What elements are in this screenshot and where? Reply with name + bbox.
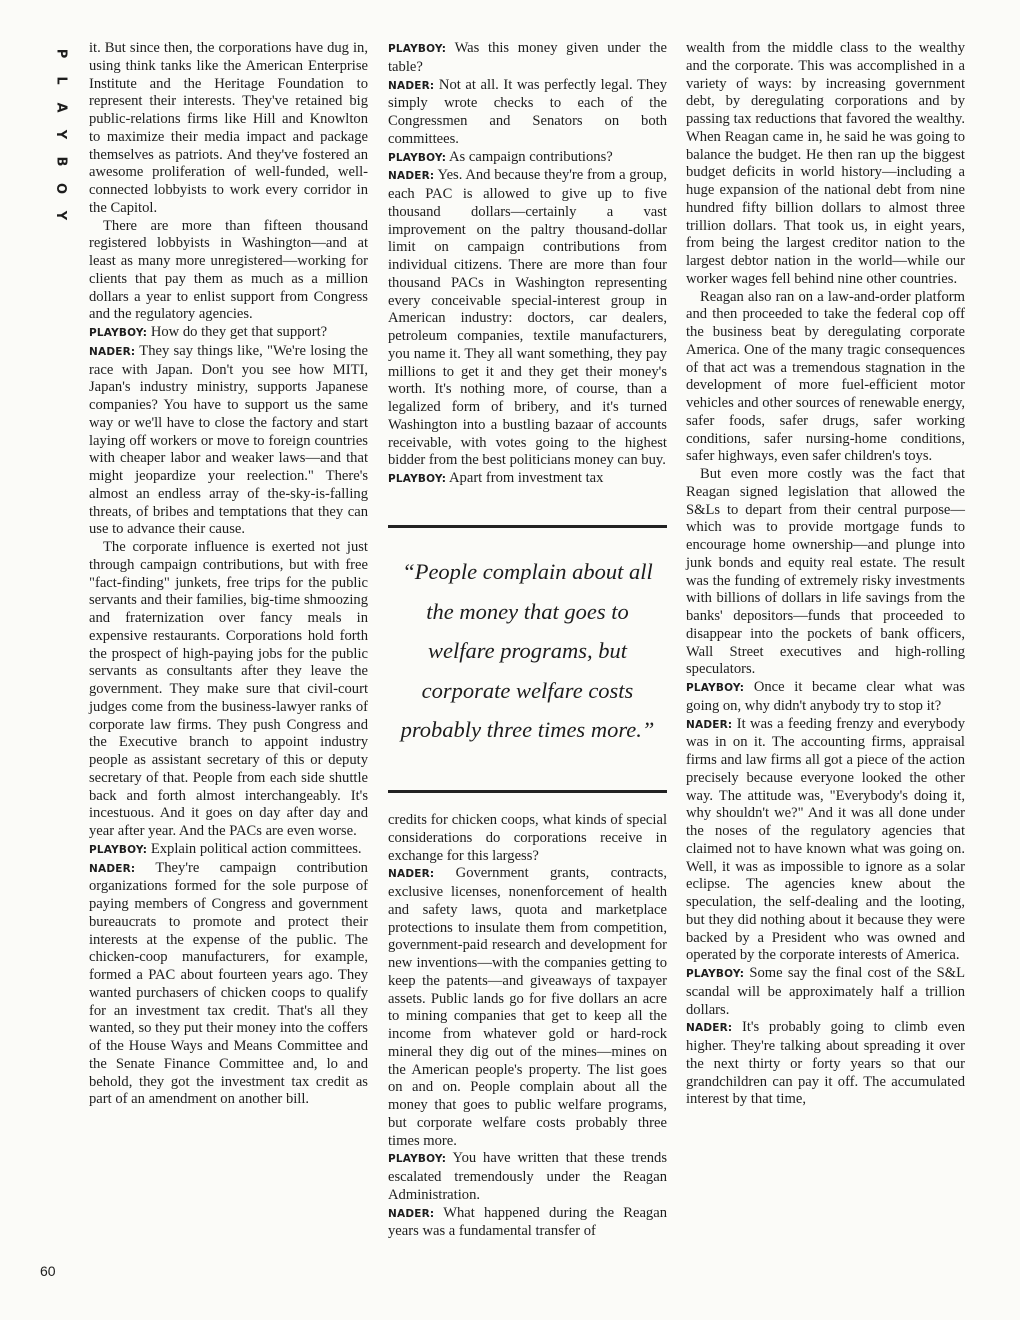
paragraph <box>89 40 368 218</box>
logo-letter: Y <box>53 129 69 140</box>
paragraph <box>388 812 667 865</box>
paragraph-text: Was this money given under the table? <box>388 40 667 75</box>
paragraph-text: As campaign contributions? <box>449 148 613 165</box>
paragraph-text: There are more than fifteen thousand registered lobbyists in Washington—and at least as many more unregistered—working for clients that pay them as much as a million dollars a year to enlist support from Congress and the regulatory agencies. <box>89 217 368 323</box>
paragraph <box>388 1150 667 1204</box>
paragraph-text: The corporate influence is exerted not just through campaign contributions, but with free "fact-finding" junkets, free trips for the public servants and their families, big-time shmoozing and fraternization over fancy meals in expensive restaurants. Corporations hold forth the prospect of high-paying jobs for the public servants as consultants after they leave the government. They make sure that civil-court judges come from the business-lawyer ranks of corporate law firms. They push Congress and the Executive branch to appoint industry people as assistant secretary of this or deputy secretary of that. People from each side shuttle back and forth almost interchangeably. It's incestuous. And it goes on day after day and year after year. And the PACs are even worse. <box>89 539 368 839</box>
paragraph-text: You have written that these trends escalated tremendously under the Reagan Administration. <box>388 1150 667 1203</box>
paragraph-text: Once it became clear what was going on, why didn't anybody try to stop it? <box>686 679 965 714</box>
paragraph-text: What happened during the Reagan years was a fundamental transfer of <box>388 1204 667 1240</box>
speaker-label: PLAYBOY: <box>388 151 447 164</box>
paragraph <box>388 167 667 470</box>
speaker-label: PLAYBOY: <box>89 327 148 339</box>
speaker-label: NADER: <box>686 1022 733 1035</box>
speaker-label: NADER: <box>89 345 136 358</box>
paragraph <box>686 40 965 289</box>
paragraph-text: Not at all. It was perfectly legal. They simply wrote checks to each of the Congressmen and Senators on both committees. <box>388 76 667 147</box>
paragraph <box>686 716 965 966</box>
speaker-label: PLAYBOY: <box>388 473 447 485</box>
paragraph-text: Apart from investment tax <box>449 470 604 486</box>
logo-letter: Y <box>53 210 69 221</box>
paragraph-text: How do they get that support? <box>150 324 328 340</box>
paragraph <box>89 324 368 343</box>
paragraph <box>388 77 667 149</box>
logo-letter: L <box>53 76 69 85</box>
logo-letter: O <box>53 182 69 195</box>
paragraph <box>686 965 965 1019</box>
paragraph <box>686 466 965 679</box>
paragraph <box>686 679 965 716</box>
paragraph-text: It's probably going to climb even higher. They're talking about spreading it over the next thirty or forty years so that our grandchildren can pay it off. The accumulated interest by that time, <box>686 1019 965 1108</box>
speaker-label: NADER: <box>388 868 435 881</box>
paragraph-text: it. But since then, the corporations have dug in, using think tanks like the American Enterprise Institute and the Heritage Foundation to represent their interests. They've retained big public-relations firms like Hill and Knowlton to maximize their media impact and package themselves as patriots. And they've fostered an awesome proliferation of well-funded, well-connected lobbyists to work every corridor in the Capitol. <box>89 40 368 216</box>
paragraph-text: Government grants, contracts, exclusive licenses, nonenforcement of health and safety laws, quota and marketplace protections to insulate them from competition, government-paid research and development for new inventions—with the companies getting to keep the patents—and giveaways of taxpayer assets. Public lands go for five dollars an acre to mining companies that get to keep all the income from whatever gold or hard-rock mineral they dig out of the mines—mines on the American people's property. The list goes on and on. People complain about all the money that goes to public welfare programs, but corporate welfare costs probably three times more. <box>388 865 667 1149</box>
paragraph-text: credits for chicken coops, what kinds of special considerations do corporations receive in exchange for this largess? <box>388 812 667 864</box>
paragraph-text: It was a feeding frenzy and everybody was in on it. The accounting firms, appraisal firms and law firms all got a piece of the action precisely because everyone looked the other way. The attitude was, "Everybody's doing it, why shouldn't we?" And it was all done under the noses of the regulatory agencies that claimed not to have known what was going on. Well, it was as impossible to ignore as a solar eclipse. The agencies knew about the speculation, the self-dealing and the looting, but they did nothing about it because they were backed by a President who was owned and operated by the corporate interests of America. <box>686 715 965 964</box>
paragraph <box>89 343 368 539</box>
logo-letter: P <box>53 48 69 59</box>
speaker-label: PLAYBOY: <box>388 1153 447 1166</box>
column-3 <box>686 40 965 1109</box>
speaker-label: NADER: <box>686 718 733 731</box>
speaker-label: PLAYBOY: <box>388 43 447 55</box>
paragraph-text: They say things like, "We're losing the race with Japan. Don't you see how MITI, Japan's industry ministry, supports Japanese companies? You have to support us the same way or we'll have to close the factory and start laying off workers or move to foreign countries with cheaper labor and weaker laws—and that might jeopardize your reelection." There's almost an endless array of the-sky-is-falling threats, of bribes and temptations that they can use to advance their cause. <box>89 342 368 538</box>
speaker-label: PLAYBOY: <box>686 682 745 694</box>
pull-quote-box <box>388 525 667 793</box>
speaker-label: PLAYBOY: <box>686 968 745 980</box>
paragraph <box>388 1205 667 1242</box>
paragraph <box>89 841 368 860</box>
paragraph <box>686 1019 965 1109</box>
column-1 <box>89 40 368 1109</box>
paragraph-text: wealth from the middle class to the wealthy and the corporate. This was accomplished in a variety of ways: by increasing government debt, by deregulating corporations and by passing tax reductions that favored the wealthy. When Reagan came in, he said he was going to balance the budget. He then ran up the biggest budget deficits in world history—including a huge expansion of the national debt from nine hundred fifty billion dollars to almost three trillion dollars. That took us, in eight years, from being the largest creditor nation to the largest debtor nation in the world—while our worker wages fell behind nine other countries. <box>686 40 965 287</box>
logo-letter: B <box>53 156 69 167</box>
paragraph-text: They're campaign contribution organizations formed for the sole purpose of paying members of Congress and government bureaucrats to promote and protect their interests at the expense of the public. The chicken-coop manufacturers, for example, formed a PAC about fourteen years ago. They wanted purchasers of chicken coops to qualify for an investment tax credit. That's all they wanted, so they put their money into the coffers of the House Ways and Means Committee and the Senate Finance Committee and, lo and behold, they got the investment tax credit as part of an amendment on another bill. <box>89 859 368 1108</box>
paragraph <box>388 470 667 489</box>
paragraph <box>686 289 965 467</box>
column-2-top <box>388 40 667 489</box>
speaker-label: NADER: <box>388 79 435 92</box>
paragraph <box>388 149 667 168</box>
paragraph <box>89 860 368 1110</box>
paragraph-text: But even more costly was the fact that Reagan signed legislation that allowed the S&Ls to depart from their central purpose—which was to provide mortgage funds to encourage home ownership—and plunge into junk bonds and equity real estate. The result was the funding of extremely risky investments with billions of dollars in life savings from the banks' depositors—funds that proceeded to disappear into the pockets of bank officers, Wall Street executives and high-rolling speculators. <box>686 466 965 678</box>
paragraph-text: Reagan also ran on a law-and-order platform and then proceeded to take the federal cop off the business beat by deregulating corporate America. One of the many tragic consequences of that act was a tremendous stagnation in the development of more fuel-efficient motor vehicles and other sources of renewable energy, safer foods, safer drugs, safer working conditions, safer nursing-home conditions, safer highways, even safer children's toys. <box>686 288 965 465</box>
speaker-label: NADER: <box>388 1207 435 1220</box>
paragraph <box>388 865 667 1150</box>
paragraph <box>89 539 368 841</box>
magazine-logo-vertical <box>53 40 69 229</box>
paragraph <box>388 40 667 77</box>
column-2-bottom <box>388 812 667 1241</box>
page-number: 60 <box>40 1263 56 1279</box>
logo-letter: A <box>53 102 69 113</box>
speaker-label: NADER: <box>388 170 435 183</box>
paragraph-text: Some say the final cost of the S&L scandal will be approximately half a trillion dollars. <box>686 965 965 1018</box>
paragraph-text: Explain political action committees. <box>150 840 362 857</box>
paragraph-text: Yes. And because they're from a group, each PAC is allowed to give up to five thousand dollars—certainly a vast improvement on the paltry thousand-dollar limit on campaign contributions from individual citizens. There are more than four thousand PACs in Washington representing every conceivable special-interest group in American industry: doctors, car dealers, petroleum companies, textile manufacturers, you name it. They all want something, they pay millions to get it and they get their money's worth. It's nothing more, of course, than a legalized form of bribery, and it's turned Washington into a bustling bazaar of accounts receivable, with votes going to the highest bidder from the best politicians money can buy. <box>388 167 667 469</box>
pull-quote: “People complain about all the money that goes to welfare programs, but corporate welfare costs probably three times more.” <box>400 559 655 742</box>
speaker-label: PLAYBOY: <box>89 843 148 856</box>
speaker-label: NADER: <box>89 862 136 875</box>
paragraph <box>89 218 368 325</box>
